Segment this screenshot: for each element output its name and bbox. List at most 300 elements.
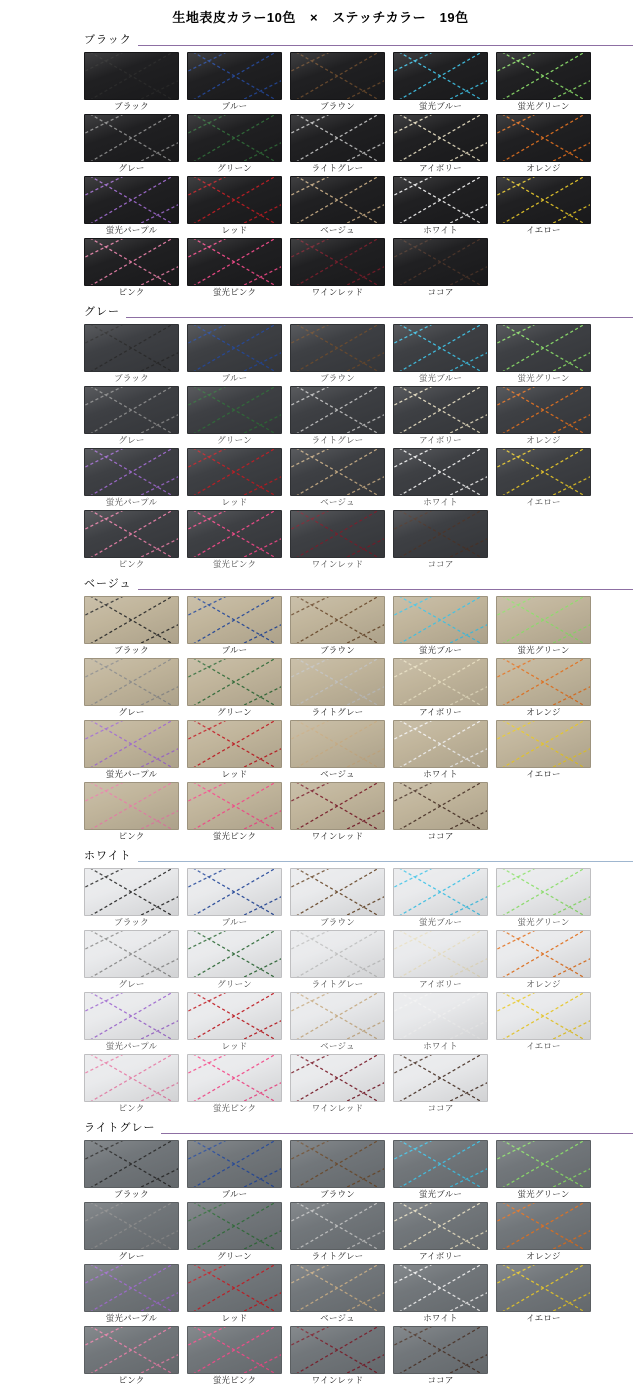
swatch-cell[interactable]	[496, 720, 591, 780]
swatch-cell[interactable]	[187, 1140, 282, 1200]
fabric-swatch[interactable]	[393, 868, 488, 916]
swatch-caption: オレンジ	[526, 1251, 561, 1261]
swatch-cell[interactable]	[84, 510, 179, 570]
fabric-swatch[interactable]	[393, 114, 488, 162]
fabric-swatch[interactable]	[84, 1264, 179, 1312]
swatch-row	[84, 1202, 633, 1262]
group-divider	[84, 861, 633, 862]
fabric-swatch[interactable]	[290, 596, 385, 644]
swatch-caption: グリーン	[217, 1251, 252, 1261]
swatch-cell[interactable]	[290, 1140, 385, 1200]
fabric-swatch[interactable]	[290, 386, 385, 434]
swatch-caption: グリーン	[217, 163, 252, 173]
swatch-cell[interactable]	[187, 1054, 282, 1114]
swatch-cell[interactable]	[496, 114, 591, 174]
fabric-swatch[interactable]	[187, 868, 282, 916]
fabric-swatch[interactable]	[187, 782, 282, 830]
swatch-caption: グリーン	[217, 435, 252, 445]
swatch-cell[interactable]	[393, 1326, 488, 1386]
fabric-swatch[interactable]	[496, 930, 591, 978]
fabric-swatch[interactable]	[84, 930, 179, 978]
swatch-caption: グレー	[118, 1251, 145, 1261]
fabric-swatch[interactable]	[84, 176, 179, 224]
swatch-cell[interactable]	[84, 596, 179, 656]
fabric-swatch[interactable]	[290, 448, 385, 496]
swatch-caption: ブルー	[221, 645, 248, 655]
swatch-caption: 蛍光グリーン	[517, 917, 570, 927]
swatch-cell[interactable]	[393, 1202, 488, 1262]
fabric-swatch[interactable]	[290, 720, 385, 768]
fabric-swatch[interactable]	[187, 510, 282, 558]
swatch-caption: 蛍光ブルー	[418, 373, 463, 383]
swatch-cell[interactable]	[393, 510, 488, 570]
swatch-caption: ブルー	[221, 373, 248, 383]
fabric-swatch[interactable]	[84, 596, 179, 644]
swatch-cell[interactable]	[187, 930, 282, 990]
swatch-cell[interactable]	[393, 868, 488, 928]
swatch-row	[84, 1326, 633, 1386]
swatch-caption: イエロー	[526, 1041, 561, 1051]
fabric-swatch[interactable]	[290, 1140, 385, 1188]
fabric-swatch[interactable]	[290, 238, 385, 286]
swatch-caption: ホワイト	[423, 1313, 458, 1323]
swatch-cell[interactable]	[290, 1202, 385, 1262]
swatch-caption: ライトグレー	[311, 979, 364, 989]
fabric-swatch[interactable]	[187, 658, 282, 706]
swatch-caption: 蛍光パープル	[105, 1313, 158, 1323]
swatch-cell[interactable]	[187, 114, 282, 174]
fabric-swatch[interactable]	[187, 1264, 282, 1312]
swatch-cell[interactable]	[187, 1264, 282, 1324]
fabric-swatch[interactable]	[393, 176, 488, 224]
swatch-row	[84, 448, 633, 508]
swatch-caption: グレー	[118, 163, 145, 173]
swatch-cell[interactable]	[84, 1202, 179, 1262]
fabric-swatch[interactable]	[290, 1326, 385, 1374]
fabric-swatch[interactable]	[290, 1264, 385, 1312]
swatch-cell[interactable]	[84, 1326, 179, 1386]
fabric-swatch[interactable]	[393, 386, 488, 434]
swatch-cell[interactable]	[496, 930, 591, 990]
swatch-cell[interactable]	[84, 52, 179, 112]
swatch-caption: 蛍光パープル	[105, 769, 158, 779]
fabric-swatch[interactable]	[290, 782, 385, 830]
swatch-cell[interactable]	[393, 1054, 488, 1114]
fabric-swatch[interactable]	[496, 658, 591, 706]
swatch-caption: ホワイト	[423, 497, 458, 507]
fabric-swatch[interactable]	[496, 114, 591, 162]
fabric-swatch[interactable]	[496, 324, 591, 372]
swatch-cell[interactable]	[187, 658, 282, 718]
swatch-caption: レッド	[221, 769, 248, 779]
swatch-caption: ワインレッド	[311, 831, 364, 841]
fabric-swatch[interactable]	[393, 448, 488, 496]
swatch-caption: ブラック	[114, 1189, 149, 1199]
group-label: ベージュ	[84, 575, 138, 591]
fabric-swatch[interactable]	[393, 52, 488, 100]
fabric-swatch[interactable]	[84, 1202, 179, 1250]
swatch-caption: ライトグレー	[311, 1251, 364, 1261]
fabric-swatch[interactable]	[187, 930, 282, 978]
swatch-cell[interactable]	[187, 324, 282, 384]
swatch-group	[0, 576, 641, 848]
swatch-caption: ホワイト	[423, 1041, 458, 1051]
fabric-swatch[interactable]	[496, 1140, 591, 1188]
swatch-caption: 蛍光ピンク	[212, 1103, 257, 1113]
swatch-caption: 蛍光パープル	[105, 225, 158, 235]
swatch-cell[interactable]	[496, 992, 591, 1052]
swatch-caption: オレンジ	[526, 707, 561, 717]
swatch-row	[84, 52, 633, 112]
swatch-caption: ブラウン	[320, 645, 355, 655]
fabric-swatch[interactable]	[393, 596, 488, 644]
swatch-caption: イエロー	[526, 497, 561, 507]
swatch-cell[interactable]	[496, 1202, 591, 1262]
fabric-swatch[interactable]	[496, 1202, 591, 1250]
group-divider	[84, 1133, 633, 1134]
fabric-swatch[interactable]	[187, 1054, 282, 1102]
fabric-swatch[interactable]	[84, 238, 179, 286]
swatch-group	[0, 848, 641, 1120]
fabric-swatch[interactable]	[84, 448, 179, 496]
swatch-cell[interactable]	[187, 238, 282, 298]
swatch-group	[0, 32, 641, 304]
swatch-cell[interactable]	[393, 386, 488, 446]
swatch-cell[interactable]	[290, 324, 385, 384]
fabric-swatch[interactable]	[84, 782, 179, 830]
swatch-caption: ベージュ	[320, 225, 355, 235]
fabric-swatch[interactable]	[290, 992, 385, 1040]
swatch-cell[interactable]	[290, 238, 385, 298]
swatch-caption: ワインレッド	[311, 1375, 364, 1385]
fabric-swatch[interactable]	[393, 1140, 488, 1188]
swatch-cell[interactable]	[393, 448, 488, 508]
swatch-caption: オレンジ	[526, 979, 561, 989]
swatch-cell[interactable]	[290, 114, 385, 174]
fabric-swatch[interactable]	[393, 1202, 488, 1250]
fabric-swatch[interactable]	[84, 52, 179, 100]
swatch-caption: レッド	[221, 497, 248, 507]
swatch-caption: ブルー	[221, 1189, 248, 1199]
swatch-caption: オレンジ	[526, 163, 561, 173]
swatch-cell[interactable]	[290, 448, 385, 508]
swatch-row	[84, 658, 633, 718]
swatch-caption: ブルー	[221, 101, 248, 111]
fabric-swatch[interactable]	[84, 1140, 179, 1188]
group-header	[0, 576, 641, 596]
fabric-swatch[interactable]	[187, 448, 282, 496]
fabric-swatch[interactable]	[290, 324, 385, 372]
swatch-cell[interactable]	[496, 52, 591, 112]
swatch-cell[interactable]	[393, 658, 488, 718]
fabric-swatch[interactable]	[496, 596, 591, 644]
fabric-swatch[interactable]	[84, 114, 179, 162]
swatch-cell[interactable]	[84, 992, 179, 1052]
swatch-caption: アイボリー	[419, 163, 462, 173]
fabric-swatch[interactable]	[393, 658, 488, 706]
swatch-caption: 蛍光パープル	[105, 1041, 158, 1051]
swatch-cell[interactable]	[84, 176, 179, 236]
fabric-swatch[interactable]	[393, 1054, 488, 1102]
fabric-swatch[interactable]	[290, 176, 385, 224]
swatch-cell[interactable]	[393, 238, 488, 298]
fabric-swatch[interactable]	[393, 1264, 488, 1312]
fabric-swatch[interactable]	[290, 52, 385, 100]
swatch-cell[interactable]	[84, 238, 179, 298]
group-divider	[84, 45, 633, 46]
swatch-cell[interactable]	[393, 1264, 488, 1324]
swatch-caption: イエロー	[526, 225, 561, 235]
swatch-cell[interactable]	[187, 992, 282, 1052]
swatch-caption: 蛍光グリーン	[517, 373, 570, 383]
fabric-swatch[interactable]	[393, 930, 488, 978]
swatch-cell[interactable]	[290, 176, 385, 236]
swatch-caption: ピンク	[118, 559, 145, 569]
swatch-cell[interactable]	[496, 176, 591, 236]
group-header	[0, 1120, 641, 1140]
swatch-cell[interactable]	[84, 324, 179, 384]
swatch-cell[interactable]	[84, 1140, 179, 1200]
fabric-swatch[interactable]	[393, 992, 488, 1040]
swatch-cell[interactable]	[187, 386, 282, 446]
swatch-cell[interactable]	[393, 720, 488, 780]
swatch-cell[interactable]	[393, 324, 488, 384]
swatch-caption: ブラウン	[320, 1189, 355, 1199]
fabric-swatch[interactable]	[187, 176, 282, 224]
swatch-caption: ピンク	[118, 831, 145, 841]
fabric-swatch[interactable]	[290, 868, 385, 916]
fabric-swatch[interactable]	[187, 1140, 282, 1188]
swatch-caption: グレー	[118, 435, 145, 445]
swatch-caption: ブラック	[114, 373, 149, 383]
swatch-cell[interactable]	[290, 510, 385, 570]
fabric-swatch[interactable]	[290, 658, 385, 706]
fabric-swatch[interactable]	[393, 510, 488, 558]
fabric-swatch[interactable]	[393, 238, 488, 286]
swatch-cell[interactable]	[393, 114, 488, 174]
swatch-cell[interactable]	[187, 596, 282, 656]
group-divider	[84, 317, 633, 318]
swatch-cell[interactable]	[393, 52, 488, 112]
swatch-caption: 蛍光ピンク	[212, 831, 257, 841]
swatch-cell[interactable]	[290, 1054, 385, 1114]
swatch-cell[interactable]	[496, 1140, 591, 1200]
fabric-swatch[interactable]	[290, 930, 385, 978]
fabric-swatch[interactable]	[290, 510, 385, 558]
swatch-caption: ワインレッド	[311, 559, 364, 569]
swatch-cell[interactable]	[496, 324, 591, 384]
swatch-caption: 蛍光グリーン	[517, 645, 570, 655]
swatch-caption: ワインレッド	[311, 1103, 364, 1113]
swatch-cell[interactable]	[84, 930, 179, 990]
group-divider	[84, 589, 633, 590]
swatch-cell[interactable]	[187, 510, 282, 570]
swatch-caption: ブラック	[114, 101, 149, 111]
swatch-rows	[0, 1140, 641, 1386]
fabric-swatch[interactable]	[187, 386, 282, 434]
fabric-swatch[interactable]	[187, 238, 282, 286]
swatch-caption: ブラウン	[320, 917, 355, 927]
swatch-row	[84, 176, 633, 236]
swatch-cell[interactable]	[187, 176, 282, 236]
swatch-row	[84, 386, 633, 446]
swatch-caption: ベージュ	[320, 1041, 355, 1051]
fabric-swatch[interactable]	[84, 1326, 179, 1374]
swatch-cell[interactable]	[290, 1326, 385, 1386]
swatch-cell[interactable]	[187, 1202, 282, 1262]
swatch-cell[interactable]	[393, 596, 488, 656]
swatch-caption: ブラック	[114, 645, 149, 655]
swatch-caption: グレー	[118, 979, 145, 989]
swatch-caption: オレンジ	[526, 435, 561, 445]
page-title	[0, 0, 641, 32]
swatch-caption: ココア	[427, 559, 454, 569]
swatch-cell[interactable]	[290, 782, 385, 842]
title-left: 生地表皮カラー10色	[172, 10, 296, 25]
swatch-cell[interactable]	[290, 868, 385, 928]
swatch-row	[84, 868, 633, 928]
swatch-cell[interactable]	[187, 52, 282, 112]
fabric-swatch[interactable]	[290, 1054, 385, 1102]
swatch-cell[interactable]	[496, 868, 591, 928]
title-separator: ×	[309, 10, 319, 25]
swatch-cell[interactable]	[393, 1140, 488, 1200]
swatch-cell[interactable]	[290, 720, 385, 780]
swatch-row	[84, 1264, 633, 1324]
fabric-swatch[interactable]	[84, 868, 179, 916]
swatch-caption: イエロー	[526, 1313, 561, 1323]
swatch-cell[interactable]	[496, 658, 591, 718]
swatch-caption: 蛍光ブルー	[418, 1189, 463, 1199]
fabric-swatch[interactable]	[187, 596, 282, 644]
swatch-row	[84, 1140, 633, 1200]
swatch-cell[interactable]	[393, 992, 488, 1052]
swatch-groups	[0, 32, 641, 1392]
swatch-cell[interactable]	[290, 1264, 385, 1324]
swatch-caption: ピンク	[118, 1375, 145, 1385]
swatch-cell[interactable]	[290, 596, 385, 656]
swatch-caption: 蛍光ピンク	[212, 287, 257, 297]
fabric-swatch[interactable]	[187, 720, 282, 768]
fabric-swatch[interactable]	[496, 720, 591, 768]
swatch-caption: ココア	[427, 1103, 454, 1113]
swatch-cell[interactable]	[84, 1264, 179, 1324]
swatch-row	[84, 596, 633, 656]
swatch-cell[interactable]	[290, 992, 385, 1052]
swatch-cell[interactable]	[187, 868, 282, 928]
fabric-swatch[interactable]	[290, 1202, 385, 1250]
swatch-caption: ベージュ	[320, 769, 355, 779]
swatch-cell[interactable]	[290, 930, 385, 990]
fabric-swatch[interactable]	[496, 52, 591, 100]
swatch-caption: ブラウン	[320, 101, 355, 111]
swatch-caption: 蛍光パープル	[105, 497, 158, 507]
fabric-swatch[interactable]	[187, 52, 282, 100]
swatch-caption: 蛍光グリーン	[517, 101, 570, 111]
swatch-caption: 蛍光グリーン	[517, 1189, 570, 1199]
swatch-caption: 蛍光ピンク	[212, 559, 257, 569]
fabric-swatch[interactable]	[496, 1264, 591, 1312]
fabric-swatch[interactable]	[187, 324, 282, 372]
swatch-caption: 蛍光ブルー	[418, 917, 463, 927]
swatch-cell[interactable]	[84, 114, 179, 174]
swatch-caption: 蛍光ブルー	[418, 101, 463, 111]
swatch-caption: ライトグレー	[311, 435, 364, 445]
swatch-cell[interactable]	[496, 386, 591, 446]
swatch-cell[interactable]	[84, 386, 179, 446]
fabric-swatch[interactable]	[187, 992, 282, 1040]
fabric-swatch[interactable]	[393, 720, 488, 768]
swatch-cell[interactable]	[84, 448, 179, 508]
swatch-caption: グリーン	[217, 979, 252, 989]
swatch-group	[0, 304, 641, 576]
swatch-cell[interactable]	[290, 386, 385, 446]
swatch-caption: ライトグレー	[311, 163, 364, 173]
swatch-cell[interactable]	[290, 658, 385, 718]
swatch-caption: ベージュ	[320, 1313, 355, 1323]
swatch-cell[interactable]	[187, 782, 282, 842]
swatch-caption: アイボリー	[419, 979, 462, 989]
group-header	[0, 848, 641, 868]
swatch-cell[interactable]	[187, 1326, 282, 1386]
swatch-cell[interactable]	[393, 930, 488, 990]
swatch-cell[interactable]	[290, 52, 385, 112]
swatch-caption: レッド	[221, 1041, 248, 1051]
swatch-caption: アイボリー	[419, 435, 462, 445]
fabric-swatch[interactable]	[393, 1326, 488, 1374]
fabric-swatch[interactable]	[496, 868, 591, 916]
fabric-swatch[interactable]	[84, 386, 179, 434]
swatch-caption: レッド	[221, 1313, 248, 1323]
fabric-swatch[interactable]	[496, 176, 591, 224]
swatch-cell[interactable]	[84, 658, 179, 718]
swatch-cell[interactable]	[84, 1054, 179, 1114]
fabric-swatch[interactable]	[84, 658, 179, 706]
fabric-swatch[interactable]	[496, 992, 591, 1040]
swatch-caption: アイボリー	[419, 707, 462, 717]
swatch-caption: グリーン	[217, 707, 252, 717]
fabric-swatch[interactable]	[84, 992, 179, 1040]
fabric-swatch[interactable]	[84, 720, 179, 768]
swatch-row	[84, 1054, 633, 1114]
swatch-cell[interactable]	[393, 176, 488, 236]
fabric-swatch[interactable]	[84, 510, 179, 558]
swatch-caption: ホワイト	[423, 225, 458, 235]
swatch-cell[interactable]	[496, 1264, 591, 1324]
fabric-swatch[interactable]	[393, 324, 488, 372]
fabric-swatch[interactable]	[84, 1054, 179, 1102]
fabric-swatch[interactable]	[187, 114, 282, 162]
swatch-cell[interactable]	[187, 448, 282, 508]
swatch-cell[interactable]	[496, 596, 591, 656]
swatch-cell[interactable]	[84, 720, 179, 780]
swatch-caption: アイボリー	[419, 1251, 462, 1261]
swatch-cell[interactable]	[496, 448, 591, 508]
fabric-swatch[interactable]	[187, 1326, 282, 1374]
fabric-swatch[interactable]	[84, 324, 179, 372]
title-right: ステッチカラー 19色	[332, 10, 469, 25]
swatch-cell[interactable]	[84, 868, 179, 928]
swatch-cell[interactable]	[84, 782, 179, 842]
fabric-swatch[interactable]	[393, 782, 488, 830]
swatch-cell[interactable]	[187, 720, 282, 780]
fabric-swatch[interactable]	[496, 448, 591, 496]
swatch-cell[interactable]	[393, 782, 488, 842]
fabric-swatch[interactable]	[496, 386, 591, 434]
fabric-swatch[interactable]	[187, 1202, 282, 1250]
swatch-caption: ホワイト	[423, 769, 458, 779]
fabric-swatch[interactable]	[290, 114, 385, 162]
